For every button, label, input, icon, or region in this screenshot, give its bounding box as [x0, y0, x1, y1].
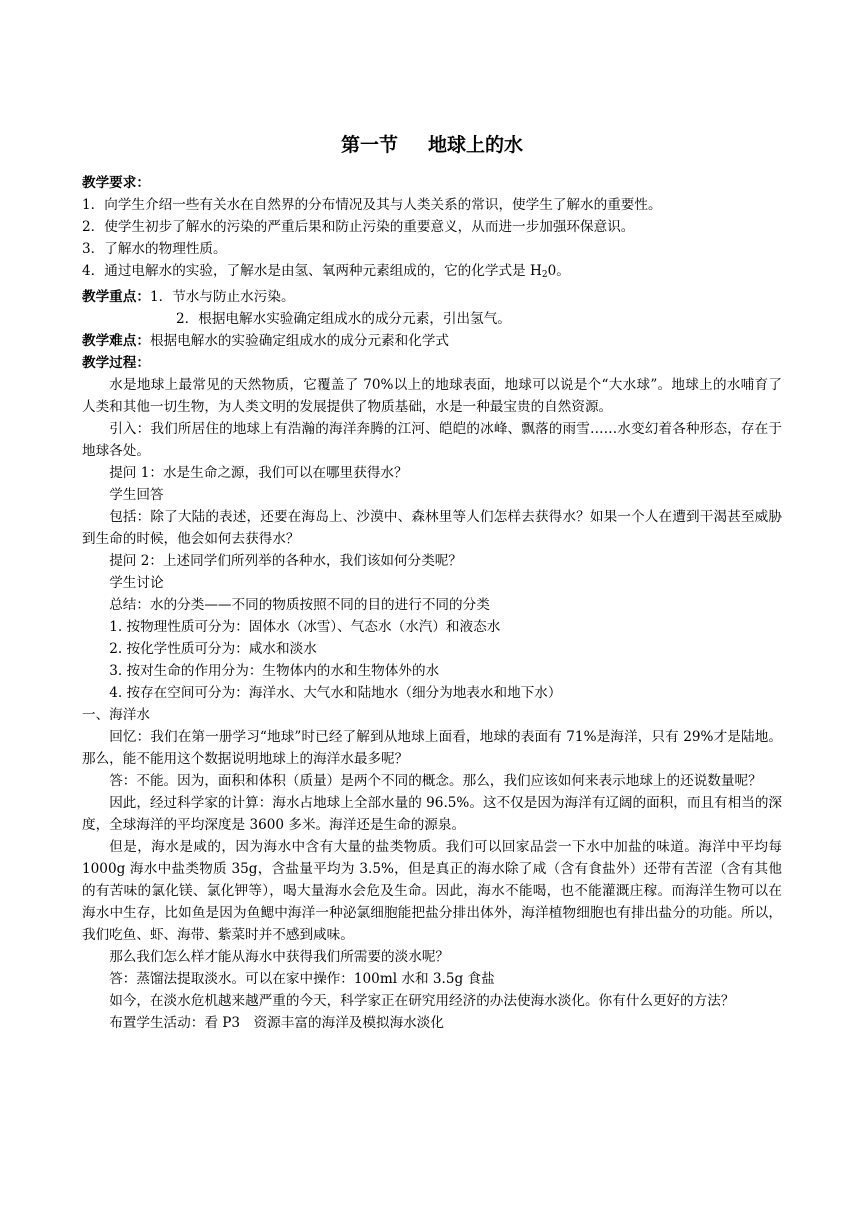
difficulty-heading: 教学难点：: [82, 333, 150, 349]
title-section: 第一节: [340, 134, 398, 156]
requirement-item-3: 3．了解水的物理性质。: [82, 241, 227, 257]
ocean-paragraph-activity: 布置学生活动：看 P3 资源丰富的海洋及模拟海水淡化: [109, 1015, 444, 1031]
requirement-item-4-text: 4．通过电解水的实验，了解水是由氢、氧两种元素组成的，它的化学式是 H: [82, 263, 542, 279]
process-paragraph-include: 包括：除了大陆的表述，还要在海岛上、沙漠中、森林里等人们怎样去获得水？如果一个人在遭到干渴甚至威胁到生命的时候，他会如何去获得水？: [82, 509, 782, 547]
requirement-item-2: 2．使学生初步了解水的污染的严重后果和防止污染的重要意义，从而进一步加强环保意识。: [82, 219, 635, 235]
student-answer: 学生回答: [109, 487, 164, 503]
question-2: 提问 2：上述同学们所列举的各种水，我们该如何分类呢？: [109, 553, 462, 569]
question-1: 提问 1：水是生命之源，我们可以在哪里获得水？: [109, 465, 408, 481]
process-paragraph-intro: 水是地球上最常见的天然物质，它覆盖了 70%以上的地球表面，地球可以说是个“大水球”。地球上的水哺育了人类和其他一切生物，为人类文明的发展提供了物质基础，水是一种最宝贵的自然资源。: [82, 377, 782, 415]
formula-subscript: 2: [541, 270, 548, 280]
requirement-item-4: [82, 260, 782, 286]
requirements-heading: 教学要求：: [82, 175, 150, 191]
classification-item-3: 3. 按对生命的作用分为：生物体内的水和生物体外的水: [109, 663, 440, 679]
ocean-paragraph-answer: 答：不能。因为，面积和体积（质量）是两个不同的概念。那么，我们应该如何来表示地球上的还说数量呢？: [109, 773, 762, 789]
classification-item-4: 4. 按存在空间可分为：海洋水、大气水和陆地水（细分为地表水和地下水）: [109, 685, 562, 701]
key-points-heading: 教学重点：: [82, 289, 150, 305]
student-discussion: 学生讨论: [109, 575, 164, 591]
ocean-paragraph-distillation: 答：蒸馏法提取淡水。可以在家中操作：100ml 水和 3.5g 食盐: [109, 971, 495, 987]
key-point-2: 2．根据电解水实验确定组成水的成分元素，引出氢气。: [176, 311, 511, 327]
process-paragraph-lead-in: 引入：我们所居住的地球上有浩瀚的海洋奔腾的江河、皑皑的冰峰、飘落的雨雪……水变幻着各种形态，存在于地球各处。: [82, 421, 782, 459]
ocean-paragraph-recall: 回忆：我们在第一册学习“地球”时已经了解到从地球上面看，地球的表面有 71%是海洋，只有 29%才是陆地。那么，能不能用这个数据说明地球上的海洋水最多呢？: [82, 729, 782, 767]
ocean-paragraph-therefore: 因此，经过科学家的计算：海水占地球上全部水量的 96.5%。这不仅是因为海洋有辽阔的面积，而且有相当的深度，全球海洋的平均深度是 3600 多米。海洋还是生命的源泉。: [82, 795, 783, 833]
document-page: [82, 128, 782, 1034]
classification-item-2: 2. 按化学性质可分为：咸水和淡水: [109, 641, 317, 657]
ocean-heading: 一、海洋水: [82, 707, 150, 723]
classification-item-1: 1. 按物理性质可分为：固体水（冰雪）、气态水（水汽）和液态水: [109, 619, 501, 635]
ocean-paragraph-salt: 但是，海水是咸的，因为海水中含有大量的盐类物质。我们可以回家品尝一下水中加盐的味道。海洋中平均每 1000g 海水中盐类物质 35g，含盐量平均为 3.5%，但是真正的海水除了咸（含有食盐外）还带有苦涩（含有其他的有苦味的氯化镁、氯化钾等），喝大量海水会危及生命。因此，海水不能喝，也不能灌溉庄稼。而海洋生物可以在海水中生存，比如鱼是因为鱼鳃中海洋一种泌氯细胞能把盐分排出体外，海洋植物细胞也有排出盐分的功能。所以，我们吃鱼、虾、海带、紫菜时并不感到咸味。: [82, 839, 782, 943]
ocean-paragraph-desalination: 如今，在淡水危机越来越严重的今天，科学家正在研究用经济的办法使海水淡化。你有什么更好的方法？: [109, 993, 735, 1009]
difficulty-text: 根据电解水的实验确定组成水的成分元素和化学式: [149, 333, 450, 349]
summary-line: 总结：水的分类——不同的物质按照不同的目的进行不同的分类: [109, 597, 490, 613]
requirement-item-1: 1．向学生介绍一些有关水在自然界的分布情况及其与人类关系的常识，使学生了解水的重要性。: [82, 197, 662, 213]
requirement-item-4-end: 0。: [547, 263, 570, 279]
page-title: [82, 128, 782, 162]
key-point-1: 1．节水与防止水污染。: [149, 289, 295, 305]
title-topic: 地球上的水: [428, 134, 524, 156]
process-heading: 教学过程：: [82, 355, 150, 371]
key-points-row: [82, 286, 782, 308]
difficulty-row: [82, 330, 782, 352]
ocean-paragraph-question: 那么我们怎么样才能从海水中获得我们所需要的淡水呢？: [109, 949, 450, 965]
